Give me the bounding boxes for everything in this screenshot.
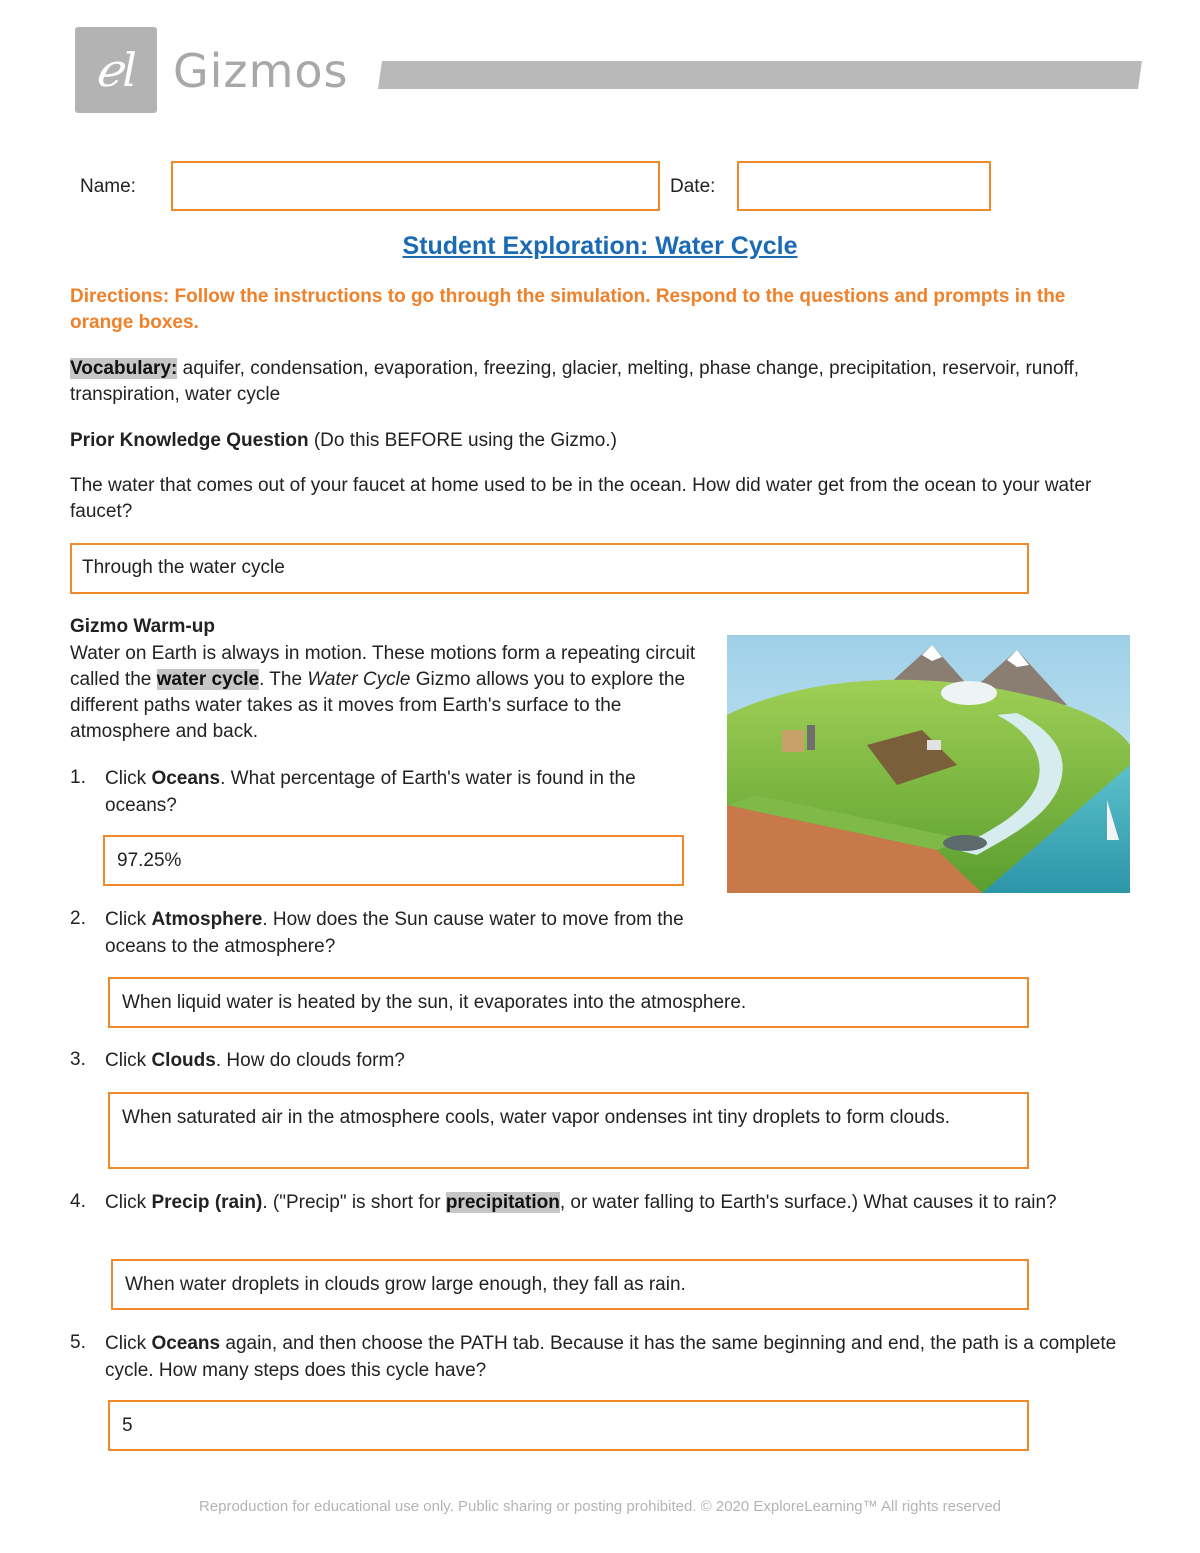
date-label: Date: — [670, 176, 716, 197]
warmup-paragraph: Water on Earth is always in motion. These motions form a repeating circuit called the water cycle. The Water Cycle Gizmo allows you to explore the different paths water takes as it moves from Earth's surface to the atmosphere and back. — [70, 643, 696, 742]
question-number: 5. — [70, 1332, 86, 1353]
prior-knowledge-heading-line — [70, 428, 1130, 454]
vocabulary-text: aquifer, condensation, evaporation, freezing, glacier, melting, phase change, precipitation, reservoir, runoff, transpiration, water cycle — [70, 358, 1080, 405]
question-1-text: Click Oceans. What percentage of Earth's water is found in the oceans? — [105, 768, 636, 816]
footer-copyright: Reproduction for educational use only. Public sharing or posting prohibited. © 2020 ExploreLearning™ All rights reserved — [198, 1498, 1002, 1515]
precipitation-term: precipitation — [445, 1192, 560, 1213]
question-5-answer[interactable]: 5 — [108, 1400, 1029, 1451]
water-cycle-illustration — [727, 635, 1130, 893]
question-4-answer[interactable]: When water droplets in clouds grow large enough, they fall as rain. — [111, 1259, 1029, 1310]
name-field[interactable] — [171, 161, 660, 211]
header-bar — [378, 61, 1142, 89]
question-2-text: Click Atmosphere. How does the Sun cause water to move from the oceans to the atmosphere? — [105, 909, 684, 957]
page-title: Student Exploration: Water Cycle — [402, 232, 798, 260]
question-3-text: Click Clouds. How do clouds form? — [105, 1050, 405, 1071]
brand-name: Gizmos — [173, 44, 349, 98]
question-3-answer[interactable]: When saturated air in the atmosphere cools, water vapor ondenses int tiny droplets to form clouds. — [108, 1092, 1029, 1169]
vocabulary — [70, 356, 1130, 408]
water-cycle-scene-icon — [727, 635, 1130, 893]
question-number: 2. — [70, 908, 86, 929]
water-cycle-term: water cycle — [156, 669, 260, 690]
question-number: 3. — [70, 1049, 86, 1070]
date-field[interactable] — [737, 161, 991, 211]
vocabulary-label: Vocabulary: — [70, 358, 178, 379]
prior-knowledge-question: The water that comes out of your faucet at home used to be in the ocean. How did water get from the ocean to your water faucet? — [70, 475, 1092, 522]
explorelearning-logo-icon: ℯl — [95, 43, 137, 97]
question-5-text: Click Oceans again, and then choose the PATH tab. Because it has the same beginning and end, the path is a complete cycle. How many steps does this cycle have? — [105, 1333, 1117, 1381]
prior-knowledge-note: (Do this BEFORE using the Gizmo.) — [308, 430, 617, 451]
prior-knowledge-heading: Prior Knowledge Question — [70, 430, 309, 451]
warmup-heading: Gizmo Warm-up — [70, 616, 215, 637]
question-4-text: Click Precip (rain). ("Precip" is short for precipitation, or water falling to Earth's surface.) What causes it to rain? — [105, 1192, 1057, 1213]
question-number: 4. — [70, 1191, 86, 1212]
prior-knowledge-answer[interactable]: Through the water cycle — [70, 543, 1029, 594]
question-number: 1. — [70, 767, 86, 788]
name-label: Name: — [80, 176, 136, 197]
question-2-answer[interactable]: When liquid water is heated by the sun, it evaporates into the atmosphere. — [108, 977, 1029, 1028]
question-1-answer[interactable]: 97.25% — [103, 835, 684, 886]
directions: Directions: Follow the instructions to go through the simulation. Respond to the questions and prompts in the orange boxes. — [70, 286, 1066, 333]
